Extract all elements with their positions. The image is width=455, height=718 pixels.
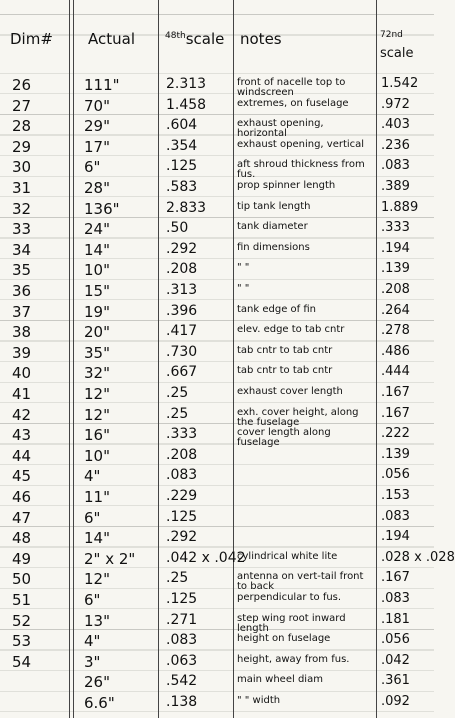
header-actual: Actual <box>88 30 135 48</box>
scale72-cell: .194 <box>381 240 410 256</box>
scale48-cell: .292 <box>166 240 198 257</box>
note-cell: tank edge of fin <box>237 303 316 315</box>
actual-cell: 11" <box>84 488 110 506</box>
note-cell: exh. cover height, along the fuselage <box>237 406 359 428</box>
dim-cell: 43 <box>12 426 32 445</box>
header-48th-sup: 48th <box>165 31 186 41</box>
scale48-cell: .208 <box>166 446 198 463</box>
scale72-cell: .167 <box>381 405 410 421</box>
scale48-cell: .125 <box>166 591 198 607</box>
note-cell: tip tank length <box>237 200 311 212</box>
scale72-cell: .167 <box>381 570 410 586</box>
dim-cell: 27 <box>12 96 32 115</box>
scale72-cell: .167 <box>381 385 410 400</box>
dim-cell: 39 <box>12 343 32 362</box>
actual-cell: 35" <box>84 343 110 362</box>
actual-cell: 70" <box>84 96 110 115</box>
note-cell: main wheel diam <box>237 674 323 686</box>
actual-cell: 6" <box>84 158 101 177</box>
scale48-cell: .730 <box>166 343 198 360</box>
note-cell: step wing root inward length <box>237 612 346 634</box>
dim-cell: 46 <box>12 488 32 506</box>
note-cell: cover length along fuselage <box>237 427 331 449</box>
note-cell: " " <box>237 262 250 274</box>
dim-cell: 32 <box>12 199 32 218</box>
actual-cell: 111" <box>84 76 120 94</box>
scale72-cell: .083 <box>381 591 410 606</box>
scale72-cell: .403 <box>381 117 410 133</box>
table-row <box>0 612 434 633</box>
table-row <box>0 220 434 241</box>
dim-cell: 44 <box>12 446 32 465</box>
scale72-cell: .361 <box>381 673 410 689</box>
scale72-cell: .444 <box>381 364 410 380</box>
table-row <box>0 447 434 468</box>
table-row <box>0 138 434 159</box>
table-row <box>0 406 434 427</box>
scale48-cell: .083 <box>166 632 198 649</box>
scale48-cell: .542 <box>166 673 198 690</box>
note-cell: perpendicular to fus. <box>237 592 342 603</box>
dim-cell: 33 <box>12 220 32 239</box>
dim-cell: 50 <box>12 570 32 589</box>
scale48-cell: .604 <box>166 117 198 134</box>
actual-cell: 24" <box>84 220 110 239</box>
header-48th-label: scale <box>185 30 225 48</box>
table-row <box>0 591 434 612</box>
dim-cell: 31 <box>12 179 32 197</box>
table-row <box>0 673 434 694</box>
scale48-cell: .25 <box>166 385 189 401</box>
scale72-cell: .486 <box>381 343 410 359</box>
note-cell: aft shroud thickness from fus. <box>237 159 365 181</box>
header-48th-scale <box>165 30 224 48</box>
dim-cell: 36 <box>12 282 32 300</box>
table-row <box>0 344 434 365</box>
dim-cell: 49 <box>12 549 32 568</box>
dim-cell: 28 <box>12 117 32 136</box>
actual-cell: 14" <box>84 529 110 548</box>
table-row <box>0 323 434 344</box>
actual-cell: 32" <box>84 364 110 383</box>
table-row <box>0 364 434 385</box>
dim-cell: 48 <box>12 529 32 548</box>
scale48-cell: .25 <box>166 405 189 422</box>
table-row <box>0 97 434 118</box>
table-row <box>0 158 434 179</box>
dim-cell: 45 <box>12 467 32 486</box>
scale48-cell: .25 <box>166 570 189 587</box>
note-cell: height on fuselage <box>237 633 331 645</box>
scale48-cell: 1.458 <box>166 96 207 113</box>
note-cell: fin dimensions <box>237 241 310 253</box>
dim-cell: 38 <box>12 323 32 342</box>
scale72-cell: .222 <box>381 426 410 442</box>
header-72nd-label: scale <box>380 46 414 62</box>
table-row <box>0 529 434 550</box>
scale72-cell: .972 <box>381 96 410 112</box>
dim-cell: 30 <box>12 158 32 177</box>
note-cell: tab cntr to tab cntr <box>237 365 333 377</box>
scale48-cell: .271 <box>166 611 198 628</box>
header-72nd-sup: 72nd <box>380 30 403 40</box>
dim-cell: 26 <box>12 76 32 94</box>
scale72-cell: .042 <box>381 652 410 668</box>
scale48-cell: .229 <box>166 488 198 504</box>
scale48-cell: .583 <box>166 179 198 195</box>
scale72-cell: .194 <box>381 529 410 545</box>
table-row <box>0 549 455 571</box>
note-cell: height, away from fus. <box>237 653 350 665</box>
actual-cell: 26" <box>84 673 110 692</box>
dim-cell: 52 <box>12 611 32 630</box>
actual-cell: 2" x 2" <box>84 549 136 568</box>
table-row <box>0 632 434 653</box>
scale72-cell: .056 <box>381 467 410 483</box>
scale72-cell: .264 <box>381 302 410 318</box>
dim-cell: 51 <box>12 591 32 609</box>
scale72-cell: .139 <box>381 261 410 277</box>
table-row <box>0 426 434 447</box>
scale72-cell: .333 <box>381 220 410 236</box>
note-cell: tank diameter <box>237 221 308 233</box>
actual-cell: 29" <box>84 117 110 136</box>
dim-cell: 34 <box>12 240 32 259</box>
dim-cell: 41 <box>12 385 32 403</box>
scale72-cell: .236 <box>381 137 410 153</box>
actual-cell: 10" <box>84 261 110 280</box>
table-row <box>0 76 434 97</box>
scale72-cell: .389 <box>381 179 410 194</box>
table-row <box>0 488 434 509</box>
dim-cell: 42 <box>12 405 32 424</box>
actual-cell: 4" <box>84 467 101 486</box>
actual-cell: 12" <box>84 570 110 589</box>
note-cell: exhaust cover length <box>237 386 343 397</box>
scale72-cell: .181 <box>381 611 410 627</box>
dim-cell: 53 <box>12 632 32 651</box>
scale72-cell: 1.889 <box>381 199 419 215</box>
actual-cell: 6" <box>84 591 101 609</box>
actual-cell: 136" <box>84 199 120 218</box>
scale72-cell: .056 <box>381 632 410 648</box>
scale48-cell: .125 <box>166 158 198 175</box>
dim-cell: 37 <box>12 302 32 321</box>
table-row <box>0 117 434 138</box>
actual-cell: 15" <box>84 282 110 300</box>
note-cell: front of nacelle top to windscreen <box>237 77 346 98</box>
scale48-cell: .042 x .042 <box>166 549 246 566</box>
table-row <box>0 509 434 530</box>
scale48-cell: .125 <box>166 508 198 525</box>
actual-cell: 4" <box>84 632 101 651</box>
dim-cell: 47 <box>12 508 32 527</box>
note-cell: tab cntr to tab cntr <box>237 344 333 356</box>
actual-cell: 17" <box>84 137 110 156</box>
table-row <box>0 282 434 303</box>
scale48-cell: .50 <box>166 220 189 237</box>
actual-cell: 3" <box>84 652 101 671</box>
dim-cell: 35 <box>12 261 32 280</box>
table-row <box>0 200 434 221</box>
actual-cell: 6.6" <box>84 694 115 712</box>
table-row <box>0 694 434 715</box>
actual-cell: 12" <box>84 385 110 403</box>
scale72-cell: .083 <box>381 158 410 174</box>
actual-cell: 14" <box>84 240 110 259</box>
note-cell: exhaust opening, horizontal <box>237 118 324 140</box>
scale72-cell: .028 x .028 <box>381 549 455 565</box>
actual-cell: 19" <box>84 302 110 321</box>
scale72-cell: .083 <box>381 508 410 524</box>
scale48-cell: .208 <box>166 261 198 278</box>
header-notes: notes <box>240 30 282 48</box>
scale72-cell: .092 <box>381 694 410 709</box>
note-cell: antenna on vert-tail front to back <box>237 571 364 593</box>
dim-cell: 54 <box>12 652 32 671</box>
scale48-cell: .396 <box>166 302 198 319</box>
scale48-cell: .313 <box>166 282 198 298</box>
scale72-cell: .153 <box>381 488 410 503</box>
scale48-cell: 2.833 <box>166 199 207 216</box>
scale48-cell: .667 <box>166 364 198 381</box>
table-row <box>0 385 434 406</box>
scale48-cell: .417 <box>166 323 198 340</box>
scale72-cell: .278 <box>381 323 410 339</box>
scale48-cell: .292 <box>166 529 198 546</box>
note-cell: " " <box>237 283 250 294</box>
scale48-cell: .083 <box>166 467 198 484</box>
note-cell: extremes, on fuselage <box>237 97 349 109</box>
table-row <box>0 179 434 200</box>
scale48-cell: .063 <box>166 652 198 669</box>
table-row <box>0 303 434 324</box>
note-cell: " " width <box>237 695 281 706</box>
scale72-cell: 1.542 <box>381 76 419 91</box>
note-cell: exhaust opening, vertical <box>237 138 365 150</box>
dim-cell: 29 <box>12 137 32 156</box>
actual-cell: 6" <box>84 508 101 527</box>
note-cell: elev. edge to tab cntr <box>237 324 345 336</box>
actual-cell: 20" <box>84 323 110 342</box>
note-cell: prop spinner length <box>237 180 336 191</box>
table-row <box>0 467 434 488</box>
actual-cell: 28" <box>84 179 110 197</box>
scale72-cell: .208 <box>381 282 410 297</box>
dim-cell: 40 <box>12 364 32 383</box>
actual-cell: 12" <box>84 405 110 424</box>
actual-cell: 16" <box>84 426 110 445</box>
actual-cell: 13" <box>84 611 110 630</box>
scale48-cell: .354 <box>166 137 198 154</box>
scale72-cell: .139 <box>381 446 410 462</box>
table-row <box>0 261 434 282</box>
scale48-cell: 2.313 <box>166 76 207 92</box>
actual-cell: 10" <box>84 446 110 465</box>
header-dim: Dim# <box>10 30 53 48</box>
scale48-cell: .333 <box>166 426 198 443</box>
scale48-cell: .138 <box>166 694 198 710</box>
table-row <box>0 653 434 674</box>
header-72nd-scale <box>380 30 414 61</box>
note-cell: cylindrical white lite <box>237 550 338 562</box>
table-row <box>0 241 434 262</box>
table-row <box>0 570 434 591</box>
